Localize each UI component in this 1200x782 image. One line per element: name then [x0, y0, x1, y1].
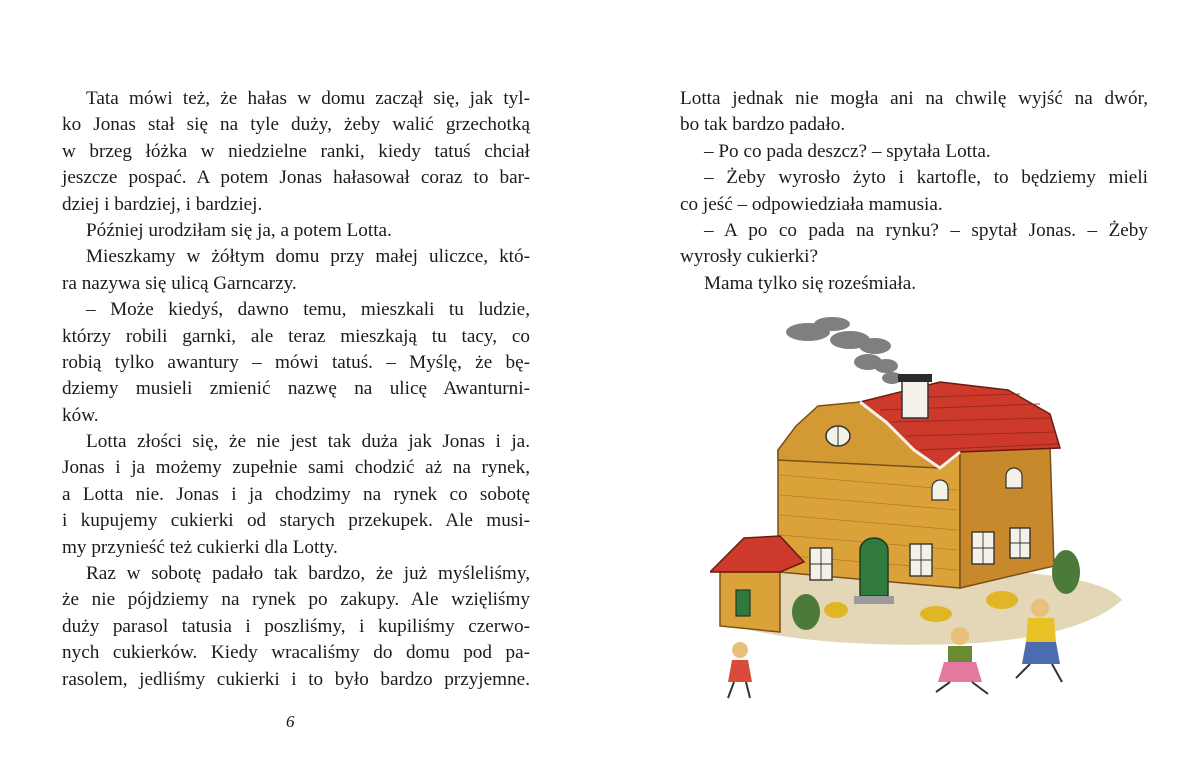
- text-line: wyrosły cukierki?: [680, 246, 819, 268]
- text-line: że nie pójdziemy na rynek po zakupy. Ale wzięliśmy: [62, 589, 530, 611]
- text-line: którzy robili garnki, ale teraz mieszkają tu tacy, co: [62, 325, 530, 347]
- text-line: Raz w sobotę padało tak bardzo, że już myśleliśmy,: [86, 563, 530, 585]
- text-line: Lotta złości się, że nie jest tak duża jak Jonas i ja.: [86, 431, 530, 453]
- text-line: ra nazywa się ulicą Garncarzy.: [62, 272, 297, 294]
- text-line: nych cukierków. Kiedy wracaliśmy do domu pod pa-: [62, 642, 530, 664]
- text-line: dziemy musieli zmienić nazwę na ulicę Awanturni-: [62, 378, 530, 400]
- right-page: [600, 0, 1200, 782]
- annex-door: [736, 590, 750, 616]
- child-red-dress: [728, 642, 752, 698]
- text-line: Lotta jednak nie mogła ani na chwilę wyjść na dwór,: [680, 88, 1148, 109]
- text-line: – Po co pada deszcz? – spytała Lotta.: [704, 140, 991, 162]
- text-line: Mama tylko się roześmiała.: [704, 272, 917, 294]
- text-line: co jeść – odpowiedziała mamusia.: [680, 193, 943, 215]
- text-line: w brzeg łóżka w niedzielne ranki, kiedy tatuś chciał: [62, 140, 530, 162]
- text-line: a Lotta nie. Jonas i ja chodzimy na rynek co sobotę: [62, 483, 530, 505]
- left-text-column: [62, 86, 530, 693]
- text-line: i kupujemy cukierki od starych przekupek. Ale musi-: [62, 510, 530, 532]
- text-line: ków.: [62, 404, 99, 426]
- chimney: [902, 378, 928, 418]
- text-line: Jonas i ja możemy zupełnie sami chodzić aż na rynek,: [62, 457, 530, 479]
- chimney-cap: [898, 374, 932, 382]
- door-steps: [854, 596, 894, 604]
- text-line: jeszcze pospać. A potem Jonas hałasował coraz to bar-: [62, 167, 530, 189]
- text-line: rasolem, jedliśmy cukierki i to było bardzo przyjemne.: [62, 668, 530, 690]
- house-side-wall: [960, 446, 1054, 588]
- house-illustration: [710, 310, 1150, 730]
- chimney-smoke: [786, 317, 902, 384]
- text-line: my przynieść też cukierki dla Lotty.: [62, 536, 338, 558]
- text-line: duży parasol tatusia i poszliśmy, i kupiliśmy czerwo-: [62, 615, 530, 637]
- text-line: Mieszkamy w żółtym domu przy małej uliczce, któ-: [86, 246, 530, 268]
- text-line: robią tylko awantury – mówi tatuś. – Myślę, że bę-: [62, 351, 530, 373]
- page-number: 6: [286, 712, 295, 731]
- text-line: Tata mówi też, że hałas w domu zaczął się, jak tyl-: [86, 88, 530, 109]
- front-door: [860, 538, 888, 596]
- text-line: – A po co pada na rynku? – spytał Jonas. – Żeby: [704, 219, 1148, 241]
- text-line: – Żeby wyrosło żyto i kartofle, to będziemy mieli: [704, 167, 1148, 189]
- text-line: Później urodziłam się ja, a potem Lotta.: [86, 219, 392, 241]
- text-line: – Może kiedyś, dawno temu, mieszkali tu ludzie,: [86, 299, 530, 321]
- right-text-column: [680, 86, 1148, 297]
- text-line: dziej i bardziej, i bardziej.: [62, 193, 263, 215]
- text-line: ko Jonas stał się na tyle duży, żeby walić grzechotką: [62, 114, 530, 136]
- text-line: bo tak bardzo padało.: [680, 114, 846, 136]
